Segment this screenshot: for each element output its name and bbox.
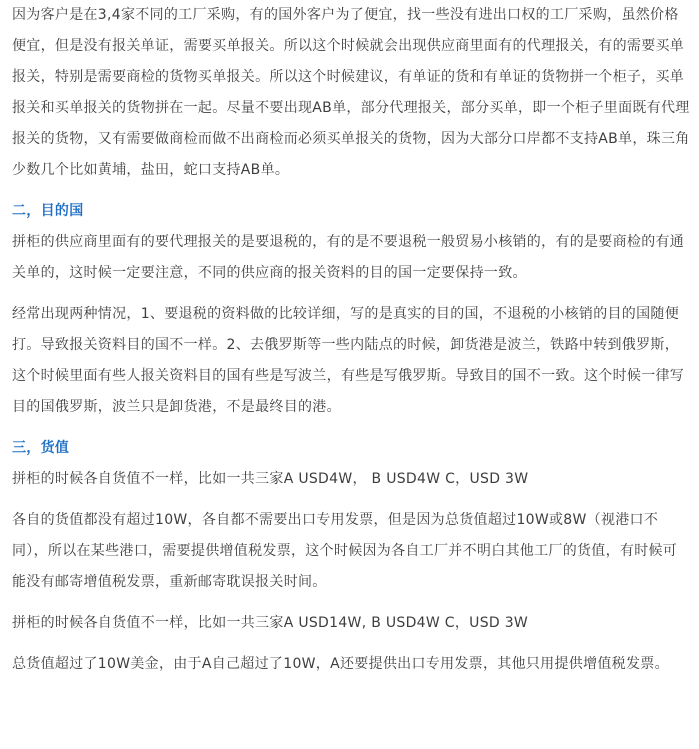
paragraph-vat-invoice: 各自的货值都没有超过10W，各自都不需要出口专用发票，但是因为总货值超过10W或8W（视港口不同），所以在某些港口，需要提供增值税发票，这个时候因为各自工厂并不明白其他工厂的货值，有时候可能没有邮寄增值税发票，重新邮寄耽误报关时间。 (12, 512, 678, 590)
spacer (12, 186, 691, 196)
paragraph-value-example-2: 拼柜的时候各自货值不一样，比如一共三家A USD14W, B USD4W C，USD 3W (12, 615, 529, 631)
paragraph-destination-consistency: 拼柜的供应商里面有的要代理报关的是要退税的，有的是不要退税一般贸易小核销的，有的是要商检的有通关单的，这时候一定要注意，不同的供应商的报关资料的目的国一定要保持一致。 (12, 234, 685, 281)
paragraph-total-value: 总货值超过了10W美金，由于A自己超过了10W，A还要提供出口专用发票，其他只用提供增值税发票。 (12, 656, 669, 672)
spacer (12, 639, 691, 649)
spacer (12, 289, 691, 299)
spacer (12, 495, 691, 505)
paragraph-customer-purchasing: 因为客户是在3,4家不同的工厂采购，有的国外客户为了便宜，找一些没有进出口权的工厂采购，虽然价格便宜，但是没有报关单证，需要买单报关。所以这个时候就会出现供应商里面有的代理报关，有的需要买单报关，特别是需要商检的货物买单报关。所以这个时候建议，有单证的货和有单证的货物拼一个柜子，买单报关和买单报关的货物拼在一起。尽量不要出现AB单，部分代理报关，部分买单，即一个柜子里面既有代理报关的货物，又有需要做商检而做不出商检而必须买单报关的货物，因为大部分口岸都不支持AB单，珠三角少数几个比如黄埔，盐田，蛇口支持AB单。 (12, 7, 690, 178)
paragraph-two-situations: 经常出现两种情况，1、要退税的资料做的比较详细，写的是真实的目的国，不退税的小核销的目的国随便打。导致报关资料目的国不一样。2、去俄罗斯等一些内陆点的时候，卸货港是波兰，铁路中转到俄罗斯，这个时候里面有些人报关资料目的国有些是写波兰，有些是写俄罗斯。导致目的国不一致。这个时候一律写目的国俄罗斯，波兰只是卸货港，不是最终目的港。 (12, 306, 685, 415)
spacer (12, 423, 691, 433)
spacer (12, 598, 691, 608)
section-heading-cargo-value: 三，货值 (12, 440, 70, 456)
paragraph-value-example-1: 拼柜的时候各自货值不一样，比如一共三家A USD4W， B USD4W C，USD 3W (12, 471, 529, 487)
section-heading-destination-country: 二，目的国 (12, 203, 84, 219)
